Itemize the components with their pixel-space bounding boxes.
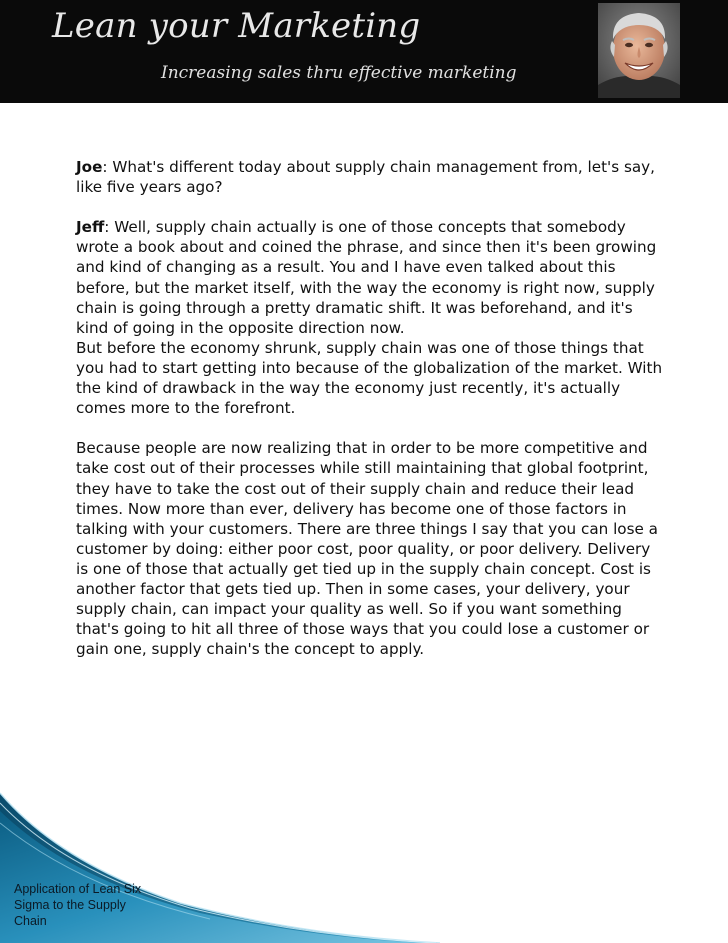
question-speaker: Joe: [76, 158, 103, 176]
spacer: [76, 197, 666, 217]
person-photo-icon: [598, 3, 680, 98]
header-subtitle: Increasing sales thru effective marketing: [161, 63, 517, 83]
question-paragraph: Joe: What's different today about supply chain management from, let's say, like five years ago?: [76, 158, 655, 197]
answer-text-1: Well, supply chain actually is one of those concepts that somebody wrote a book about and coined the phrase, and since then it's been growing and kind of changing as a result. You and I have even talked about this before, but the market itself, with the way the economy is right now, supply chain is going through a pretty dramatic shift. It was beforehand, and it's kind of going in the opposite direction now.: [76, 218, 657, 337]
answer-paragraph-3: Because people are now realizing that in order to be more competitive and take cost out of their processes while still maintaining that global footprint, they have to take the cost out of their supply chain and reduce their lead times. Now more than ever, delivery has become one of those factors in talking with your customers. There are three things I say that you can lose a customer by doing: either poor cost, poor quality, or poor delivery. Delivery is one of those that actually get tied up in the supply chain concept. Cost is another factor that gets tied up. Then in some cases, your delivery, your supply chain, can impact your quality as well. So if you want something that's going to hit all three of those ways that you could lose a customer or gain one, supply chain's the concept to apply.: [76, 439, 658, 659]
author-avatar: [598, 3, 680, 98]
spacer: [76, 418, 666, 438]
answer-paragraph-1: Jeff: Well, supply chain actually is one of those concepts that somebody wrote a book about and coined the phrase, and since then it's been growing and kind of changing as a result. You and I have even talked about this before, but the market itself, with the way the economy is right now, supply chain is going through a pretty dramatic shift. It was beforehand, and it's kind of going in the opposite direction now.: [76, 218, 657, 337]
footer-label: Application of Lean Six Sigma to the Supply Chain: [14, 882, 142, 928]
question-text: What's different today about supply chain management from, let's say, like five years ago?: [76, 158, 655, 197]
interview-body: [76, 157, 666, 659]
answer-paragraph-2: But before the economy shrunk, supply chain was one of those things that you had to start getting into because of the globalization of the market. With the kind of drawback in the way the economy just recently, it's actually comes more to the forefront.: [76, 338, 663, 418]
answer-speaker: Jeff: [76, 218, 105, 237]
header-title: Lean your Marketing: [52, 6, 421, 46]
header-banner: [0, 0, 728, 103]
